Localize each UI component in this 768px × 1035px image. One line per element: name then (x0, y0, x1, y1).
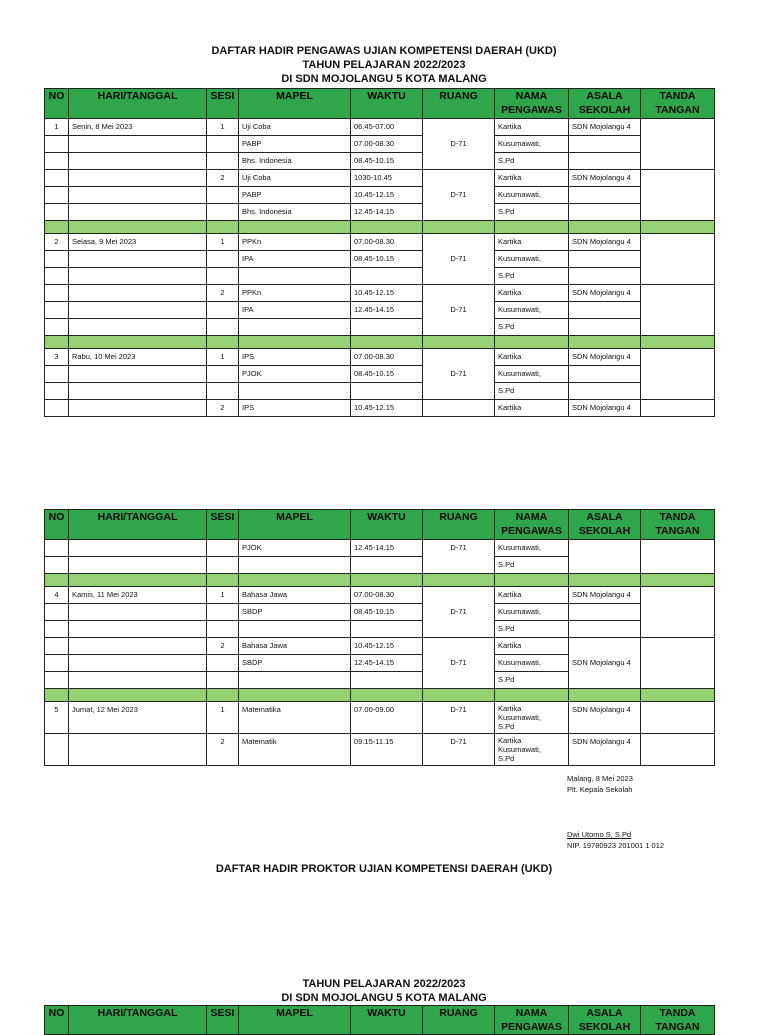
row-mapel: Uji Coba (239, 170, 351, 187)
table-row (45, 136, 715, 153)
header-hari: HARI/TANGGAL (69, 510, 207, 540)
header-nama: NAMA PENGAWAS (495, 89, 569, 119)
row-sekolah: SDN Mojolangu 4 (569, 734, 641, 766)
table-row (45, 285, 715, 302)
row-waktu: 07.00-08.30 (351, 349, 423, 366)
row-signature (641, 400, 715, 417)
row-ruang: D-71 (423, 702, 495, 734)
row-waktu: 06.45-07.00 (351, 119, 423, 136)
row-ruang: D-71 (423, 119, 495, 170)
row-ruang: D-71 (423, 285, 495, 336)
doc-title: DAFTAR HADIR PENGAWAS UJIAN KOMPETENSI DAERAH (UKD) (211, 45, 557, 57)
header-tanda: TANDA TANGAN (641, 89, 715, 119)
row-waktu: 12.45-14.15 (351, 204, 423, 221)
row-nama: S.Pd (495, 621, 569, 638)
nama-line: Kusumawati, (498, 745, 541, 754)
header-no: NO (45, 89, 69, 119)
row-nama: S.Pd (495, 153, 569, 170)
row-mapel: IPS (239, 349, 351, 366)
row-ruang: D-71 (423, 734, 495, 766)
row-mapel: IPA (239, 251, 351, 268)
nama-line: Kartika (498, 736, 522, 745)
header-tanda: TANDA TANGAN (641, 510, 715, 540)
row-sesi: 1 (207, 587, 239, 604)
row-ruang: D-71 (423, 170, 495, 221)
row-sesi: 2 (207, 400, 239, 417)
row-mapel: Bahasa Jawa (239, 587, 351, 604)
row-mapel: SBDP (239, 604, 351, 621)
row-sekolah: SDN Mojolangu 4 (569, 119, 641, 136)
row-mapel: Bahasa Jawa (239, 638, 351, 655)
row-waktu: 10.45-12.15 (351, 400, 423, 417)
row-signature (641, 540, 715, 574)
row-waktu: 10.45-12.15 (351, 638, 423, 655)
doc-subtitle-year: TAHUN PELAJARAN 2022/2023 (302, 59, 466, 71)
table-row (45, 638, 715, 655)
row-mapel: PJOK (239, 540, 351, 557)
header-ruang: RUANG (423, 1006, 495, 1035)
header-no: NO (45, 1006, 69, 1035)
table-row (45, 234, 715, 251)
header-ruang: RUANG (423, 89, 495, 119)
row-nama: Kartika (495, 349, 569, 366)
row-signature (641, 587, 715, 638)
row-nama: Kartika (495, 234, 569, 251)
row-date: Kamis, 11 Mei 2023 (69, 587, 207, 604)
table-row (45, 170, 715, 187)
row-sekolah: SDN Mojolangu 4 (569, 587, 641, 604)
row-waktu: 1030-10.45 (351, 170, 423, 187)
row-mapel: Bhs. Indonesia (239, 153, 351, 170)
header-mapel: MAPEL (239, 1006, 351, 1035)
table-row (45, 540, 715, 557)
row-nama: Kusumawati, (495, 136, 569, 153)
row-nama: Kartika (495, 119, 569, 136)
day-separator (45, 336, 715, 349)
day-separator (45, 221, 715, 234)
row-signature (641, 119, 715, 170)
table-row (45, 383, 715, 400)
row-signature (641, 702, 715, 734)
header-waktu: WAKTU (351, 510, 423, 540)
table-row (45, 366, 715, 383)
row-nama: Kusumawati, (495, 366, 569, 383)
row-sesi: 2 (207, 170, 239, 187)
row-mapel: PABP (239, 136, 351, 153)
signature-name: Dwi Utomo S, S.Pd (567, 830, 632, 839)
nama-line: S.Pd (498, 754, 515, 763)
row-sesi: 2 (207, 734, 239, 766)
row-nama: Kartika (495, 170, 569, 187)
nama-line: Kartika (498, 704, 522, 713)
row-sekolah: SDN Mojolangu 4 (569, 638, 641, 689)
row-waktu: 07.00-08.30 (351, 234, 423, 251)
row-nama: S.Pd (495, 204, 569, 221)
table-header (45, 89, 715, 119)
row-waktu: 09.15-11.15 (351, 734, 423, 766)
row-no: 1 (45, 119, 69, 136)
row-sekolah: SDN Mojolangu 4 (569, 400, 641, 417)
row-mapel: PJOK (239, 366, 351, 383)
row-date: Selasa, 9 Mei 2023 (69, 234, 207, 251)
table-header (45, 510, 715, 540)
row-signature (641, 638, 715, 689)
row-waktu: 07.00-08.30 (351, 587, 423, 604)
row-mapel: Matematika (239, 702, 351, 734)
header-asal: ASALA SEKOLAH (569, 89, 641, 119)
row-sesi: 2 (207, 285, 239, 302)
header-no: NO (45, 510, 69, 540)
table-row (45, 734, 715, 766)
row-signature (641, 349, 715, 400)
header-hari: HARI/TANGGAL (69, 89, 207, 119)
row-nama: Kartika (495, 638, 569, 655)
row-mapel: Uji Coba (239, 119, 351, 136)
row-sekolah: SDN Mojolangu 4 (569, 349, 641, 366)
table-row (45, 153, 715, 170)
row-nama: Kusumawati, (495, 302, 569, 319)
table-row (45, 319, 715, 336)
row-date: Rabu, 10 Mei 2023 (69, 349, 207, 366)
row-waktu: 07.00-08.30 (351, 136, 423, 153)
row-waktu: 12.45-14.15 (351, 655, 423, 672)
row-no: 5 (45, 702, 69, 734)
header-hari: HARI/TANGGAL (69, 1006, 207, 1035)
header-mapel: MAPEL (239, 510, 351, 540)
row-signature (641, 170, 715, 221)
table-row (45, 187, 715, 204)
table-row (45, 302, 715, 319)
doc-subtitle-school: DI SDN MOJOLANGU 5 KOTA MALANG (281, 73, 487, 85)
signature-role: Plt. Kepala Sekolah (567, 785, 633, 794)
row-waktu: 10.45-12.15 (351, 187, 423, 204)
table-row (45, 604, 715, 621)
table-row (45, 119, 715, 136)
row-waktu: 10.45-12.15 (351, 285, 423, 302)
row-waktu: 08.45-10.15 (351, 251, 423, 268)
row-nama: S.Pd (495, 557, 569, 574)
header-waktu: WAKTU (351, 89, 423, 119)
row-nama: Kusumawati, (495, 251, 569, 268)
row-nama: Kartika (495, 285, 569, 302)
row-nama: S.Pd (495, 268, 569, 285)
row-date: Senin, 8 Mei 2023 (69, 119, 207, 136)
row-nama: S.Pd (495, 319, 569, 336)
nama-line: S.Pd (498, 722, 515, 731)
signature-nip: NIP. 19780923 201001 1 012 (567, 841, 665, 850)
row-nama: S.Pd (495, 672, 569, 689)
signature-place-date: Malang, 8 Mei 2023 (567, 774, 633, 783)
table-row (45, 251, 715, 268)
header-sesi: SESI (207, 89, 239, 119)
row-ruang: D-71 (423, 540, 495, 574)
day-separator (45, 689, 715, 702)
row-waktu: 12.45-14.15 (351, 302, 423, 319)
row-sekolah: SDN Mojolangu 4 (569, 285, 641, 302)
row-nama: S.Pd (495, 383, 569, 400)
attendance-table-1 (44, 88, 715, 417)
table-row (45, 204, 715, 221)
row-mapel: IPA (239, 302, 351, 319)
header-waktu: WAKTU (351, 1006, 423, 1035)
row-mapel: PPKn (239, 234, 351, 251)
row-nama: Kusumawati, (495, 655, 569, 672)
header-nama: NAMA PENGAWAS (495, 1006, 569, 1035)
row-nama: Kusumawati, (495, 187, 569, 204)
row-nama: Kusumawati, (495, 540, 569, 557)
row-mapel: PPKn (239, 285, 351, 302)
row-sesi: 1 (207, 349, 239, 366)
row-mapel: Bhs. Indonesia (239, 204, 351, 221)
table-row (45, 400, 715, 417)
row-no: 2 (45, 234, 69, 251)
header-sesi: SESI (207, 510, 239, 540)
day-separator (45, 574, 715, 587)
row-mapel: PABP (239, 187, 351, 204)
row-nama: Kusumawati, (495, 604, 569, 621)
row-ruang: D-71 (423, 587, 495, 638)
table-row (45, 702, 715, 734)
row-signature (641, 234, 715, 285)
row-ruang: D-71 (423, 638, 495, 689)
table-row (45, 349, 715, 366)
signature-block (567, 773, 633, 795)
row-mapel: Matematik (239, 734, 351, 766)
row-date: Jumat, 12 Mei 2023 (69, 702, 207, 734)
row-mapel: SBDP (239, 655, 351, 672)
table-row (45, 587, 715, 604)
row-waktu: 12.45-14.15 (351, 540, 423, 557)
row-mapel: IPS (239, 400, 351, 417)
row-ruang: D-71 (423, 349, 495, 400)
table-header (45, 1006, 715, 1035)
proktor-subtitle-year: TAHUN PELAJARAN 2022/2023 (302, 978, 466, 990)
row-sekolah: SDN Mojolangu 4 (569, 170, 641, 187)
signature-identity (567, 829, 664, 851)
row-sesi: 1 (207, 234, 239, 251)
row-waktu: 08.45-10.15 (351, 153, 423, 170)
attendance-table-2 (44, 509, 715, 766)
row-ruang: D-71 (423, 234, 495, 285)
nama-line: Kusumawati, (498, 713, 541, 722)
row-signature (641, 734, 715, 766)
row-nama (495, 734, 569, 766)
row-sekolah: SDN Mojolangu 4 (569, 234, 641, 251)
row-no: 4 (45, 587, 69, 604)
row-sesi: 1 (207, 702, 239, 734)
row-nama: Kartika (495, 587, 569, 604)
header-nama: NAMA PENGAWAS (495, 510, 569, 540)
proktor-subtitle-school: DI SDN MOJOLANGU 5 KOTA MALANG (281, 992, 487, 1004)
row-sekolah: SDN Mojolangu 4 (569, 702, 641, 734)
proktor-table (44, 1005, 715, 1035)
row-nama (495, 702, 569, 734)
row-sesi: 1 (207, 119, 239, 136)
row-waktu: 08.45-10.15 (351, 604, 423, 621)
header-tanda: TANDA TANGAN (641, 1006, 715, 1035)
header-mapel: MAPEL (239, 89, 351, 119)
proktor-title: DAFTAR HADIR PROKTOR UJIAN KOMPETENSI DAERAH (UKD) (215, 863, 553, 875)
header-sesi: SESI (207, 1006, 239, 1035)
row-waktu: 07.00-09.00 (351, 702, 423, 734)
row-no: 3 (45, 349, 69, 366)
table-row (45, 621, 715, 638)
row-waktu: 08.45-10.15 (351, 366, 423, 383)
header-asal: ASALA SEKOLAH (569, 1006, 641, 1035)
header-asal: ASALA SEKOLAH (569, 510, 641, 540)
table-row (45, 268, 715, 285)
row-sesi: 2 (207, 638, 239, 655)
row-nama: Kartika (495, 400, 569, 417)
row-signature (641, 285, 715, 336)
header-ruang: RUANG (423, 510, 495, 540)
